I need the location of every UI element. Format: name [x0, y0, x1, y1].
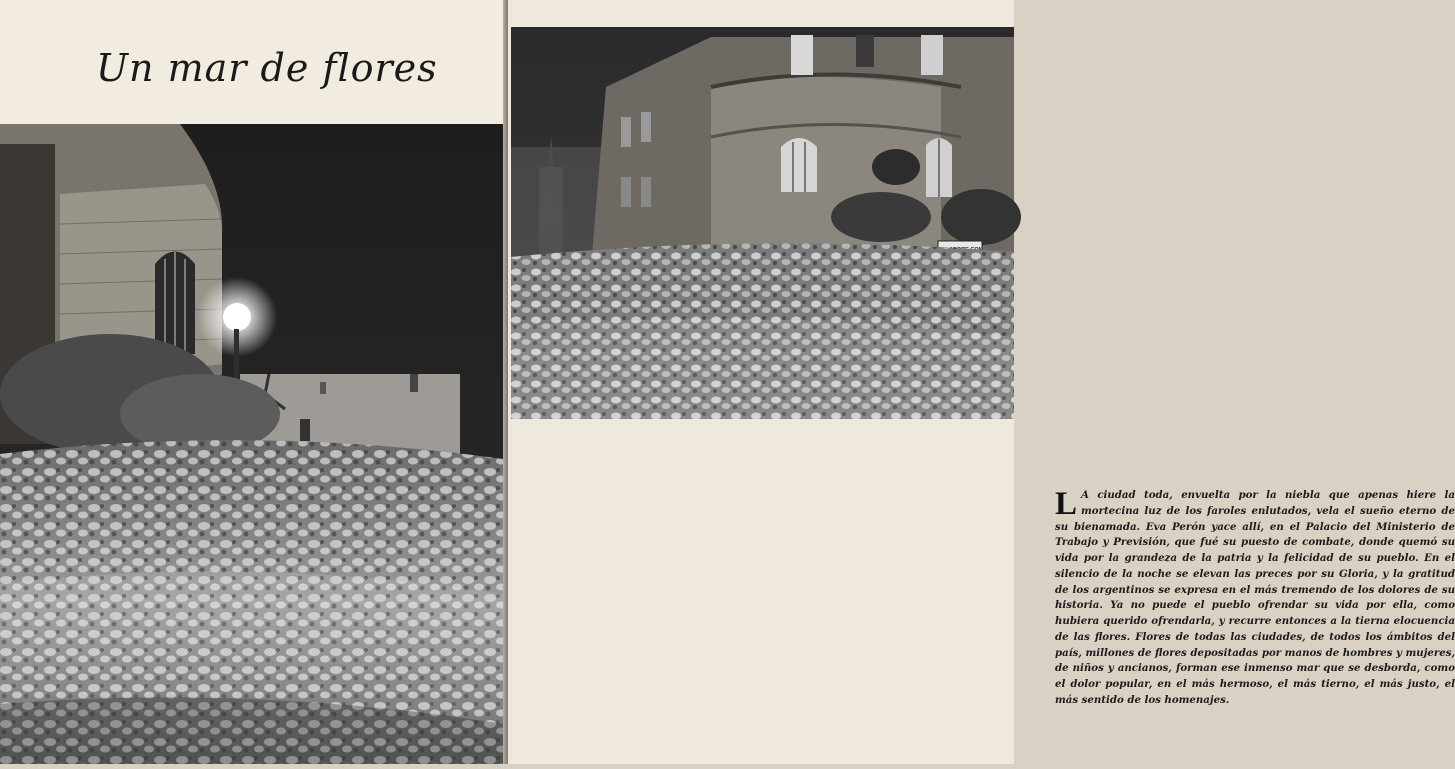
article-body-text: A ciudad toda, envuelta por la niebla que apenas hiere la mortecina luz de los faroles enlutados, vela el sueño eterno de su bienamada. Eva Perón yace allí, en el Palacio del Ministerio de Trabajo y Previsión, que fué su puesto de combate, donde quemó su vida por la grandeza de la patria y la felicidad de su pueblo. En el silencio de la noche se elevan las preces por su Gloria, y la gratitud de los argentinos se expresa en el más tremendo de los dolores de su historia. Ya no puede el pueblo ofrendar su vida por ella, como hubiera querido ofrendarla, y recurre entonces a la tierna elocuencia de las flores. Flores de todas las ciudades, de todos los ámbitos del país, millones de flores depositadas por manos de hombres y mujeres, de niños y ancianos, forman ese inmenso mar que se desborda, como el dolor popular, en el más hermoso, el más tierno, el más justo, el más sentido de los homenajes. [1055, 489, 1455, 706]
photo-illustration-left [0, 124, 503, 764]
drop-cap: L [1055, 486, 1078, 522]
photo-ministry-facade-flowers [511, 27, 1014, 419]
photo-night-building-flowers [0, 124, 503, 764]
right-page [508, 0, 1455, 764]
article-body [1055, 488, 1455, 709]
left-page [0, 0, 506, 764]
photo-illustration-right [511, 27, 1014, 419]
article-title: Un mar de flores [96, 46, 438, 90]
